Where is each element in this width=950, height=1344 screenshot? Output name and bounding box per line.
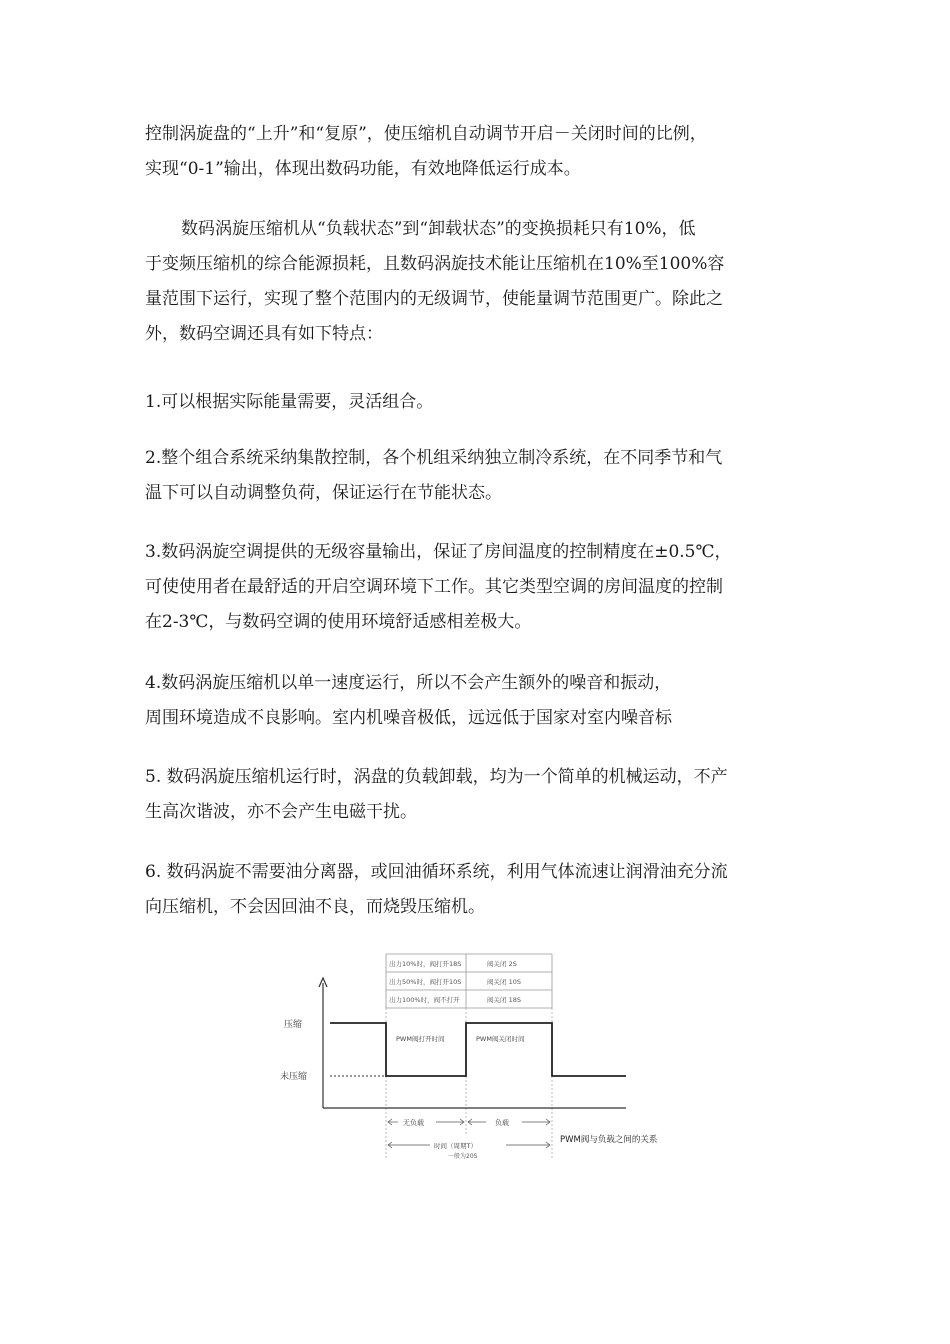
text-line: 量范围下运行，实现了整个范围内的无级调节，使能量调节范围更广。除此之	[145, 289, 723, 309]
pwm-waveform	[330, 1023, 626, 1076]
text-line: 实现“0-1”输出，体现出数码功能，有效地降低运行成本。	[145, 159, 581, 179]
pwm-load-diagram	[270, 945, 690, 1170]
list-item-1	[145, 385, 810, 420]
text-line: 周围环境造成不良影响。室内机噪音极低，远远低于国家对室内噪音标	[145, 708, 672, 728]
text-line: 外，数码空调还具有如下特点：	[145, 324, 383, 344]
table-cell: 阀关闭 18S	[487, 996, 521, 1004]
text-line: 在2-3℃，与数码空调的使用环境舒适感相差极大。	[145, 612, 532, 632]
table-cell: 阀关闭 2S	[487, 960, 517, 968]
diagram-axes	[323, 983, 626, 1108]
text-line: 6. 数码涡旋不需要油分离器，或回油循环系统，利用气体流速让润滑油充分流	[145, 862, 728, 882]
label-compress: 压缩	[284, 1020, 303, 1030]
text-line: 数码涡旋压缩机从“负载状态”到“卸载状态”的变换损耗只有10%，低	[181, 219, 696, 239]
text-line: 控制涡旋盘的“上升”和“复原”，使压缩机自动调节开启－关闭时间的比例，	[145, 124, 707, 144]
paragraph-2	[145, 212, 810, 352]
label-load: 负载	[495, 1119, 509, 1127]
text-line: 3.数码涡旋空调提供的无级容量输出，保证了房间温度的控制精度在±0.5℃，	[145, 542, 732, 562]
text-line: 2.整个组合系统采纳集散控制，各个机组采纳独立制冷系统，在不同季节和气	[145, 448, 723, 468]
text-line: 1.可以根据实际能量需要，灵活组合。	[145, 392, 434, 412]
label-open-time: PWM阀打开时间	[396, 1035, 445, 1043]
table-cell: 出力50%时，阀打开10S	[389, 978, 462, 986]
list-item-3	[145, 535, 810, 640]
text-line: 温下可以自动调整负荷，保证运行在节能状态。	[145, 483, 502, 503]
paragraph-1	[145, 117, 810, 187]
label-close-time: PWM阀关闭时间	[476, 1035, 525, 1043]
label-cycle-note: 一般为20S	[448, 1153, 478, 1160]
label-uncompress: 未压缩	[280, 1072, 308, 1082]
list-item-4	[145, 666, 810, 736]
text-line: 5. 数码涡旋压缩机运行时，涡盘的负载卸载，均为一个简单的机械运动，不产	[145, 767, 728, 787]
label-no-load: 无负载	[403, 1119, 424, 1127]
table-cell: 出力100%时，阀不打开	[389, 996, 460, 1004]
list-item-6	[145, 855, 810, 925]
guide-lines	[386, 1008, 552, 1160]
diagram-caption: PWM阀与负载之间的关系	[560, 1135, 658, 1145]
text-line: 生高次谐波，亦不会产生电磁干扰。	[145, 802, 417, 822]
list-item-5	[145, 760, 810, 830]
table-cell: 阀关闭 10S	[487, 978, 521, 986]
text-line: 4.数码涡旋压缩机以单一速度运行，所以不会产生额外的噪音和振动，	[145, 673, 672, 693]
list-item-2	[145, 441, 810, 511]
text-line: 于变频压缩机的综合能源损耗，且数码涡旋技术能让压缩机在10%至100%容	[145, 254, 725, 274]
table-cell: 出力10%时，阀打开18S	[389, 960, 462, 968]
text-line: 可使使用者在最舒适的开启空调环境下工作。其它类型空调的房间温度的控制	[145, 577, 723, 597]
text-line: 向压缩机，不会因回油不良，而烧毁压缩机。	[145, 897, 485, 917]
label-cycle: 时间（周期T）	[434, 1142, 477, 1150]
